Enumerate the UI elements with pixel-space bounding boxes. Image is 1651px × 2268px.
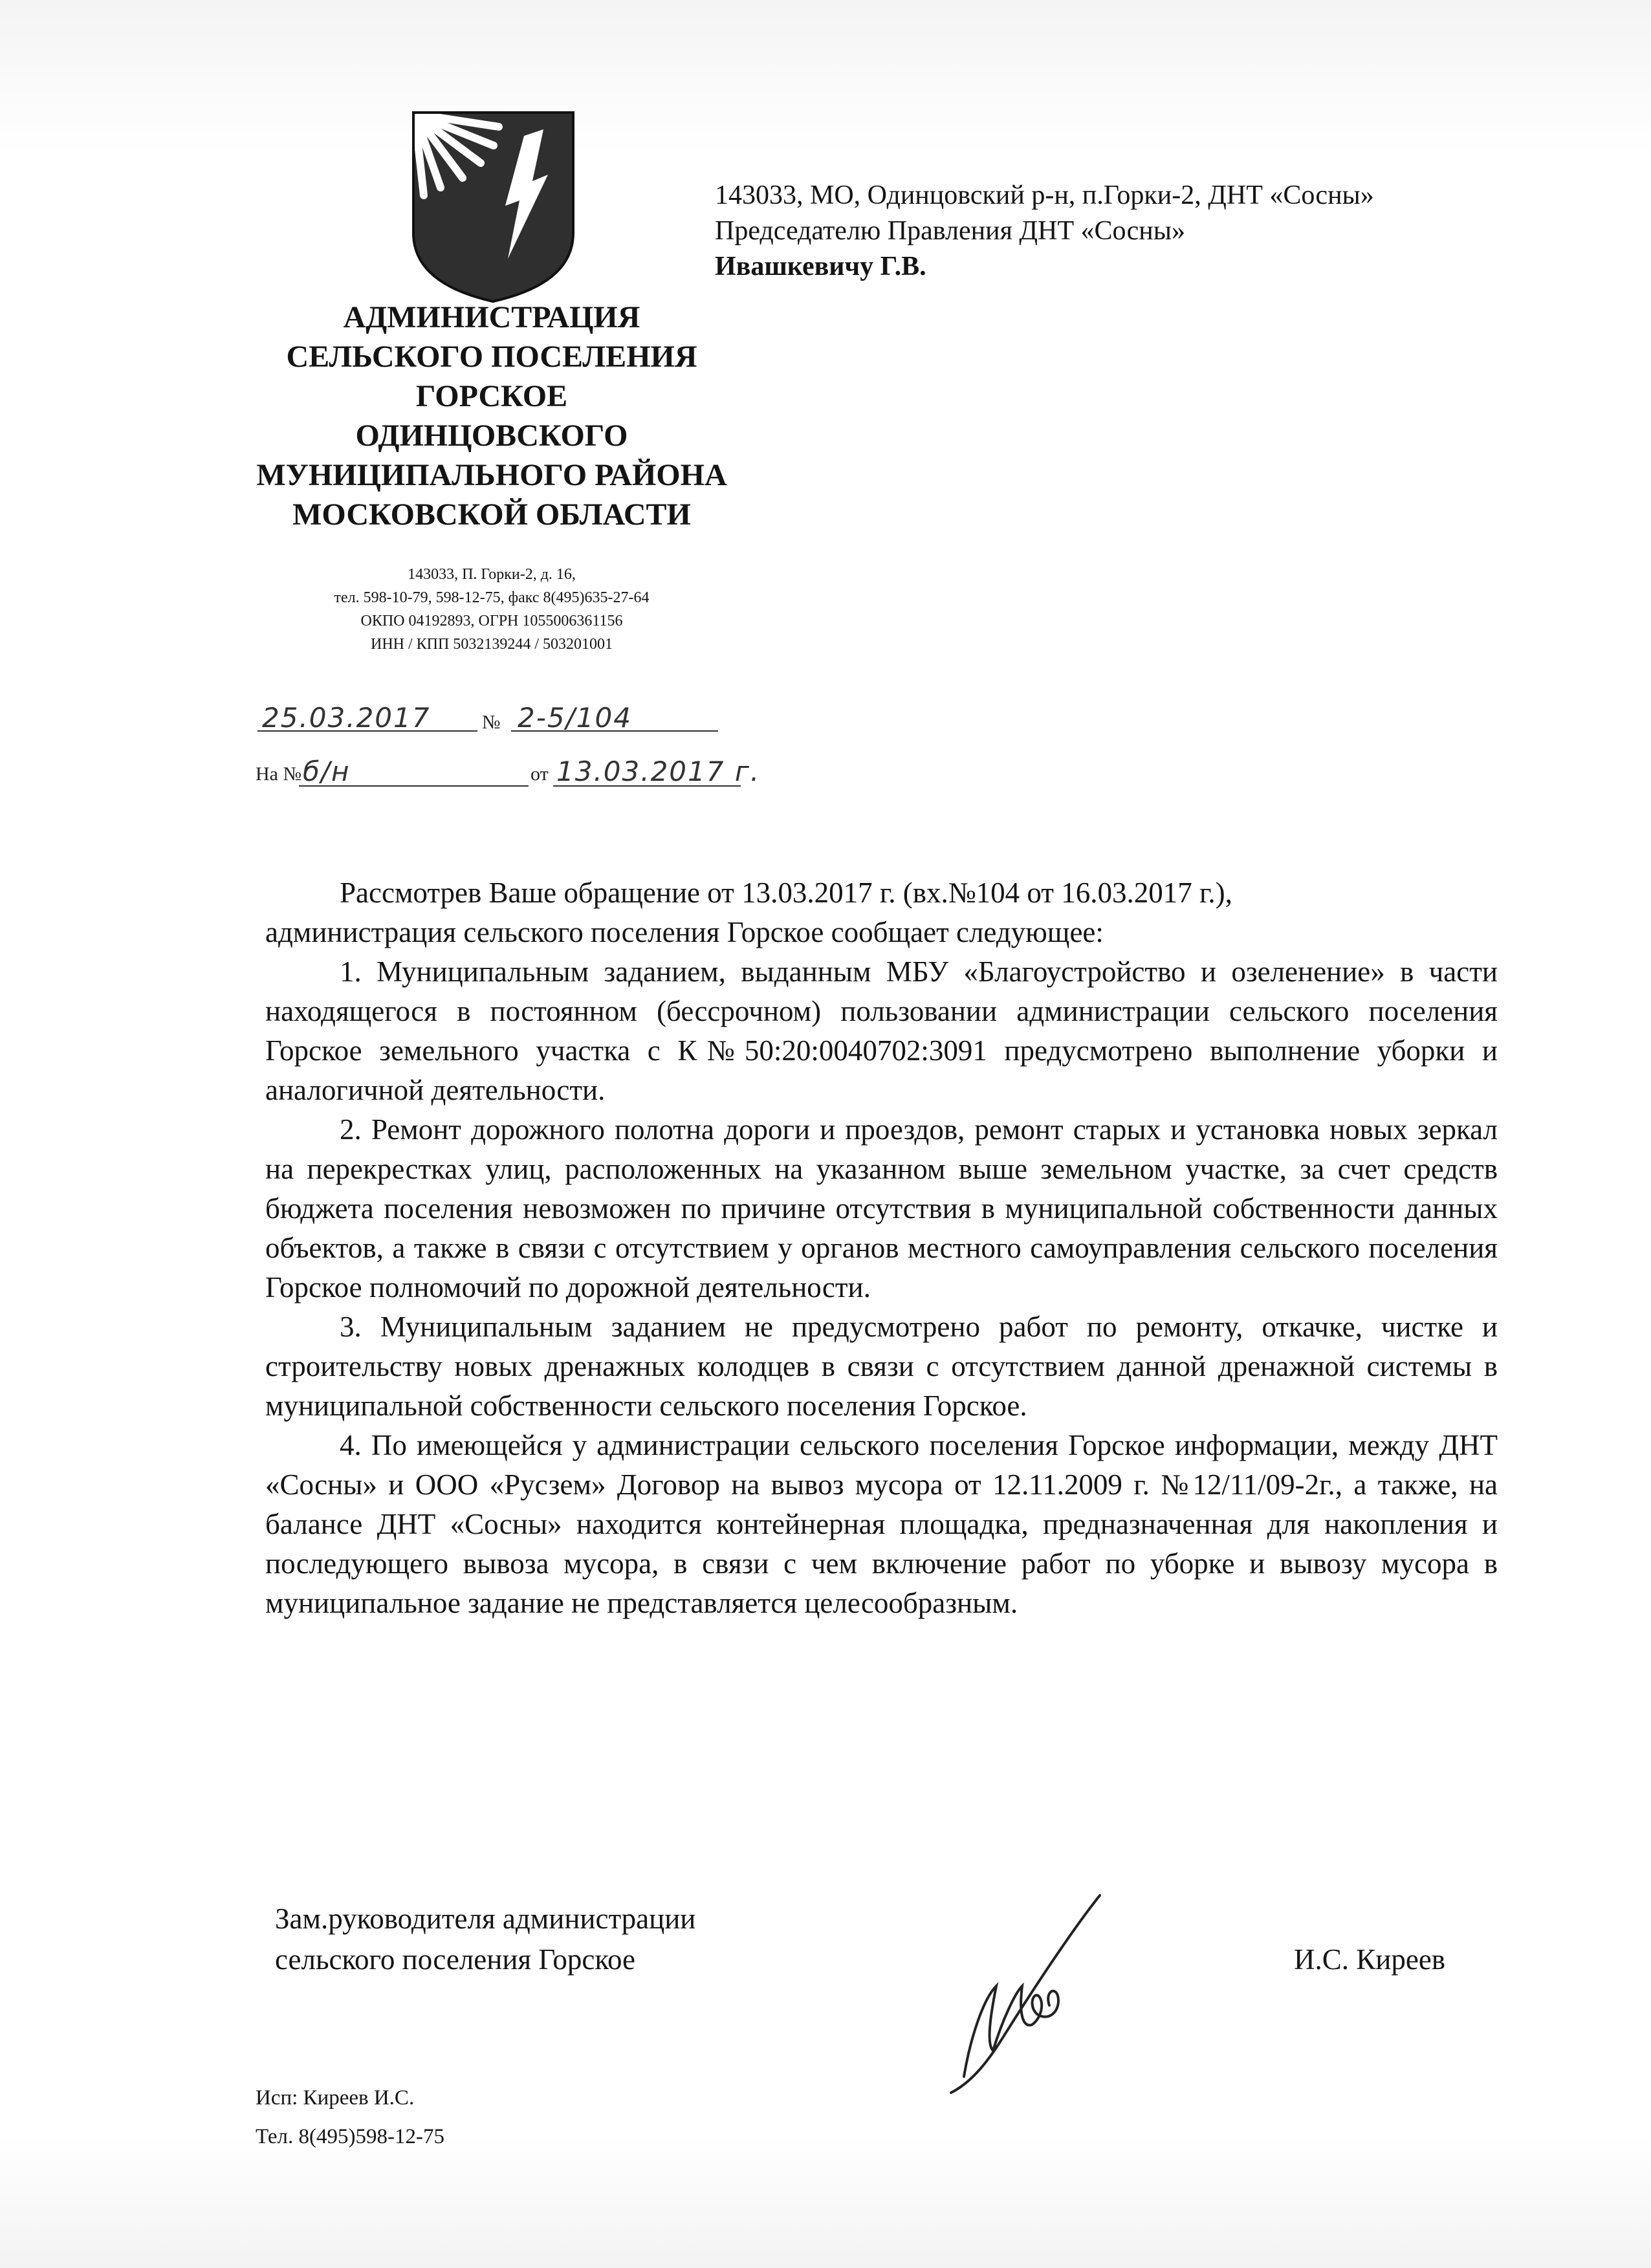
- reply-number: б/н: [303, 756, 351, 787]
- reg-number-label: №: [482, 712, 501, 733]
- recipient-name: Ивашкевичу Г.В.: [715, 252, 926, 281]
- org-name-line: ОДИНЦОВСКОГО: [355, 419, 628, 453]
- executor-block: [256, 2078, 444, 2156]
- reply-date: 13.03.2017 г.: [556, 756, 761, 787]
- intro-paragraph: Рассмотрев Ваше обращение от 13.03.2017 г. (вх.№104 от 16.03.2017 г.),: [340, 877, 1232, 909]
- recipient-block: [715, 178, 1621, 285]
- executor-name: Исп: Киреев И.С.: [256, 2086, 415, 2110]
- recipient-address: 143033, МО, Одинцовский р-н, п.Горки-2, ДНТ «Сосны»: [715, 180, 1374, 210]
- signatory-position: [275, 1899, 695, 1980]
- reply-number-label: На №: [256, 763, 302, 785]
- executor-phone: Тел. 8(495)598-12-75: [256, 2125, 444, 2148]
- coat-of-arms-icon: [411, 110, 576, 304]
- signer-name: И.С. Киреев: [1294, 1943, 1446, 1976]
- org-details-line: 143033, П. Горки-2, д. 16,: [408, 566, 576, 583]
- organization-name: [213, 298, 770, 534]
- reg-date: 25.03.2017: [262, 702, 431, 734]
- position-line: сельского поселения Горское: [275, 1943, 635, 1976]
- letter-body: [265, 873, 1498, 1623]
- handwritten-signature-icon: [925, 1889, 1139, 2096]
- org-details-line: ИНН / КПП 5032139244 / 503201001: [370, 636, 613, 653]
- organization-details: [233, 563, 750, 656]
- reply-from-label: от: [530, 763, 549, 785]
- org-name-line: МУНИЦИПАЛЬНОГО РАЙОНА: [256, 458, 727, 492]
- body-item-4: 4. По имеющейся у администрации сельского поселения Горское информации, между ДНТ «Сосны» и ООО «Русзем» Договор на вывоз мусора от 12.11.2009 г. №12/11/09-2г., а также, на балансе ДНТ «Сосны» находится контейнерная площадка, предназначенная для накопления и последующего вывоза мусора, в связи с чем включение работ по уборке и вывозу мусора в муниципальное задание не представляется целесообразным.: [265, 1429, 1498, 1619]
- org-name-line: ГОРСКОЕ: [415, 379, 568, 413]
- reg-number: 2-5/104: [518, 702, 632, 734]
- recipient-position: Председателю Правления ДНТ «Сосны»: [715, 216, 1185, 246]
- body-item-1: 1. Муниципальным заданием, выданным МБУ «Благоустройство и озеленение» в части находящегося в постоянном (бессрочном) пользовании администрации сельского поселения Горское земельного участка с К№50:20:0040702:3091 предусмотрено выполнение уборки и аналогичной деятельности.: [265, 955, 1498, 1106]
- org-name-line: МОСКОВСКОЙ ОБЛАСТИ: [292, 497, 691, 532]
- body-item-2: 2. Ремонт дорожного полотна дороги и проездов, ремонт старых и установка новых зеркал на перекрестках улиц, расположенных на указанном выше земельном участке, за счет средств бюджета поселения невозможен по причине отсутствия в муниципальной собственности данных объектов, а также в связи с отсутствием у органов местного самоуправления сельского поселения Горское полномочий по дорожной деятельности.: [265, 1113, 1498, 1303]
- org-details-line: тел. 598-10-79, 598-12-75, факс 8(495)635-27-64: [334, 589, 650, 606]
- org-name-line: АДМИНИСТРАЦИЯ: [343, 300, 640, 334]
- org-details-line: ОКПО 04192893, ОГРН 1055006361156: [360, 613, 623, 629]
- intro-continuation: администрация сельского поселения Горское сообщает следующее:: [265, 916, 1104, 948]
- position-line: Зам.руководителя администрации: [275, 1903, 696, 1935]
- org-name-line: СЕЛЬСКОГО ПОСЕЛЕНИЯ: [286, 340, 697, 374]
- body-item-3: 3. Муниципальным заданием не предусмотрено работ по ремонту, откачке, чистке и строительству новых дренажных колодцев в связи с отсутствием данной дренажной системы в муниципальной собственности сельского поселения Горское.: [265, 1311, 1498, 1422]
